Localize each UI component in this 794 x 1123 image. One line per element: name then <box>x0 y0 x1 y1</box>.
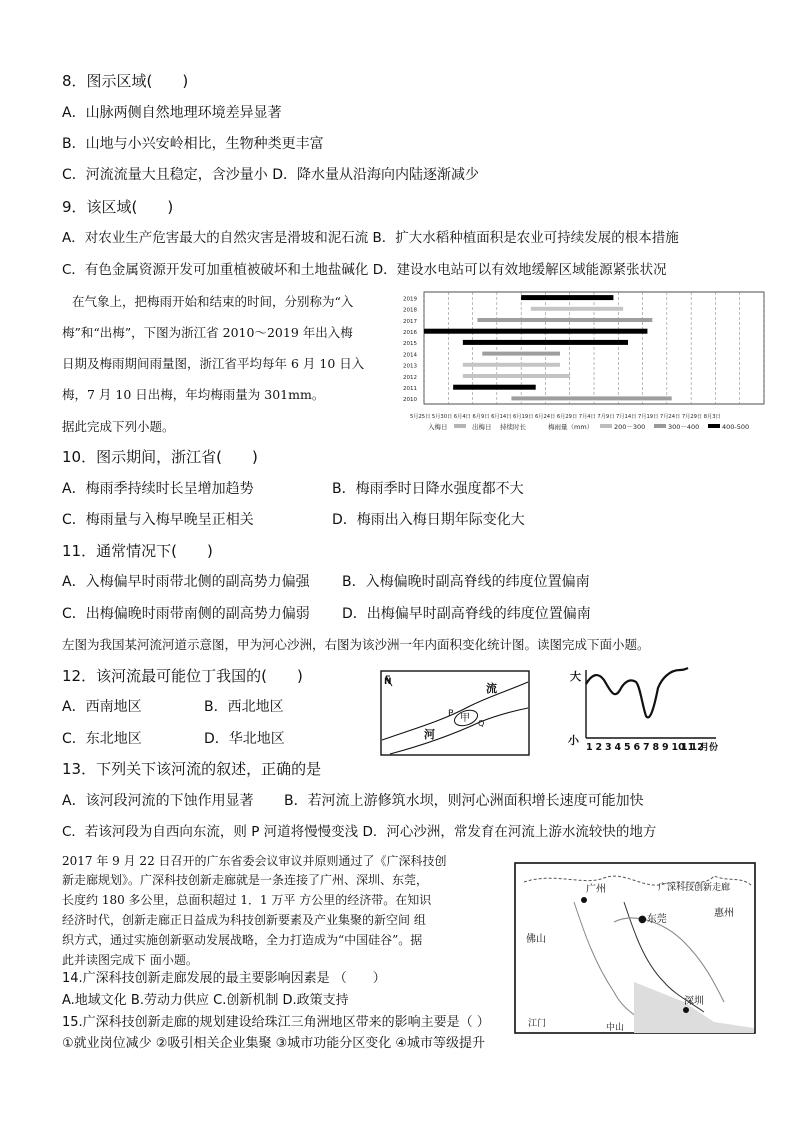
plum-bar-2018 <box>531 307 623 311</box>
label-corridor: 广深科技创新走廊 <box>658 883 731 893</box>
plum-bar-2019 <box>521 295 613 300</box>
plum-rain-chart <box>400 288 772 434</box>
river-channel-map <box>380 670 530 756</box>
label-jiangmen: 江门 <box>528 1019 547 1029</box>
area-month-tick: 1 <box>586 742 593 753</box>
q8-option-b: B．山地与小兴安岭相比，生物种类更丰富 <box>62 136 324 152</box>
q10-option-d: D．梅雨出入梅日期年际变化大 <box>332 512 525 528</box>
legend-r3: 400-500 <box>722 423 750 431</box>
plum-bar-2014 <box>482 352 560 356</box>
corridor-intro-line: 经济时代，创新走廊正日益成为科技创新要素及产业集聚的新空间 组 <box>62 913 426 927</box>
plum-year-label: 2015 <box>403 341 417 348</box>
legend-swatch-400 <box>708 424 720 428</box>
plum-year-label: 2011 <box>403 386 417 392</box>
q10-stem: 10．图示期间，浙江省( ) <box>62 448 258 466</box>
plum-year-label: 2016 <box>403 330 417 336</box>
plum-bar-2015 <box>463 340 628 345</box>
area-month-tick: 4 <box>614 742 622 753</box>
q12-option-d: D．华北地区 <box>204 731 285 747</box>
label-he: 河 <box>424 728 435 741</box>
label-zhongshan: 中山 <box>606 1023 625 1033</box>
plum-bar-2010 <box>511 396 671 400</box>
q13-option-b: B．若河流上游修筑水坝，则河心洲面积增长速度可能加快 <box>284 793 644 809</box>
plum-bar-2016 <box>424 329 647 334</box>
q12-option-b: B．西北地区 <box>204 699 284 715</box>
legend-r1: 200－300 <box>614 423 646 431</box>
area-month-tick: 12 <box>690 742 704 753</box>
label-q: Q <box>478 719 485 728</box>
label-jia: 甲 <box>460 713 470 724</box>
plum-bar-2013 <box>463 363 560 367</box>
q9-option-cd: C．有色金属资源开发可加重植被破坏和土地盐碱化 D．建设水电站可以有效地缓解区域能源紧张状况 <box>62 262 667 278</box>
corridor-intro-line: 此并读图完成下 面小题。 <box>62 953 198 967</box>
label-guangzhou: 广州 <box>586 884 606 895</box>
plum-year-label: 2012 <box>403 374 417 381</box>
legend-rain-title: 梅雨量（mm） <box>548 423 594 431</box>
q10-option-c: C．梅雨量与入梅早晚呈正相关 <box>62 512 254 528</box>
area-curve <box>586 668 688 717</box>
plum-intro-line: 日期及梅雨期间雨量图，浙江省平均每年 6 月 10 日入 <box>62 356 365 371</box>
shenzhen-dot <box>683 1007 689 1013</box>
plum-intro-line: 梅”和“出梅”，下图为浙江省 2010～2019 年出入梅 <box>62 325 353 340</box>
pearl-river-delta-map <box>514 862 756 1034</box>
q15-stem: 15.广深科技创新走廊的规划建设给珠江三角洲地区带来的影响主要是（ ） <box>62 1015 490 1030</box>
legend-swatch-200 <box>600 424 612 428</box>
north-label: N <box>384 677 392 687</box>
q12-stem: 12．该河流最可能位丁我国的( ) <box>62 667 303 685</box>
plum-year-label: 2010 <box>403 397 417 404</box>
label-foshan: 佛山 <box>526 934 546 945</box>
guangzhou-dot <box>581 897 587 903</box>
q8-stem: 8．图示区域( ) <box>62 72 189 90</box>
area-xunit: 月份 <box>700 743 719 753</box>
q12-option-c: C．东北地区 <box>62 731 142 747</box>
area-month-tick: 10 <box>671 742 685 753</box>
sandbar-area-chart <box>566 664 736 758</box>
corridor-intro-line: 织方式，通过实施创新驱动发展战略，全力打造成为“中国硅谷”。据 <box>62 933 423 947</box>
q11-option-c: C．出梅偏晚时雨带南侧的副高势力偏弱 <box>62 606 310 622</box>
legend-swatch-300 <box>654 424 666 428</box>
legend-r2: 300－400 <box>668 423 700 431</box>
q10-option-a: A．梅雨季持续时长呈增加趋势 <box>62 481 254 497</box>
q11-option-b: B．入梅偏晚时副高脊线的纬度位置偏南 <box>342 574 590 590</box>
area-month-tick: 3 <box>605 742 612 753</box>
plum-x-tick-labels: 5月25日 5月30日 6月4日 6月9日 6月14日 6月19日 6月24日 6月29日 7月4日 7月9日 7月14日 7月19日 7月24日 7月29日 8月3日 <box>410 414 721 420</box>
q11-option-d: D．出梅偏早时副高脊线的纬度位置偏南 <box>342 606 591 622</box>
legend-exit-label: 出梅日 <box>472 423 492 431</box>
plum-year-label: 2017 <box>403 318 417 325</box>
plum-intro-line: 梅，7 月 10 日出梅，年均梅雨量为 301mm。 <box>62 387 325 402</box>
label-shenzhen: 深圳 <box>684 996 704 1007</box>
legend-entry-label: 入梅日 <box>428 423 448 431</box>
plum-year-label: 2018 <box>403 307 417 314</box>
river-intro: 左图为我国某河流河道示意图，甲为河心沙洲，右图为该沙洲一年内面积变化统计图。读图完成下面小题。 <box>62 637 650 652</box>
plum-year-label: 2019 <box>403 296 417 303</box>
q14-stem: 14.广深科技创新走廊发展的最主要影响因素是 （ ） <box>62 971 386 986</box>
plum-intro-line: 据此完成下列小题。 <box>62 419 175 434</box>
plum-bar-2017 <box>477 318 652 322</box>
q13-option-a: A．该河段河流的下蚀作用显著 <box>62 793 254 809</box>
plum-intro-line: 在气象上，把梅雨开始和结束的时间，分别称为“入 <box>72 294 354 309</box>
corridor-intro-line: 新走廊规划》。广深科技创新走廊就是一条连接了广州、深圳、东莞， <box>62 873 429 887</box>
q14-options: A.地域文化 B.劳动力供应 C.创新机制 D.政策支持 <box>62 993 349 1008</box>
area-ylabel-small: 小 <box>568 734 579 747</box>
q13-stem: 13．下列关下该河流的叙述，正确的是 <box>62 760 322 778</box>
q11-stem: 11．通常情况下( ) <box>62 542 213 560</box>
q8-option-cd: C．河流流量大且稳定，含沙量小 D．降水量从沿海向内陆逐渐减少 <box>62 167 480 183</box>
plum-year-label: 2014 <box>403 352 417 359</box>
q13-option-cd: C．若该河段为自西向东流，则 P 河道将慢慢变浅 D．河心沙洲，常发育在河流上游水流较快的地方 <box>62 824 657 840</box>
q8-option-a: A．山脉两侧自然地理环境差异显著 <box>62 105 282 121</box>
q15-options: ①就业岗位减少 ②吸引相关企业集聚 ③城市功能分区变化 ④城市等级提升 <box>62 1036 486 1051</box>
label-p: P <box>448 709 454 719</box>
q9-stem: 9．该区域( ) <box>62 198 174 216</box>
area-ylabel-big: 大 <box>570 670 581 683</box>
plum-year-label: 2013 <box>403 363 417 370</box>
corridor-intro-line: 2017 年 9 月 22 日召开的广东省委会议审议并原则通过了《广深科技创 <box>62 854 447 868</box>
area-month-tick: 7 <box>643 742 650 753</box>
area-month-tick: 9 <box>662 742 669 753</box>
label-dongguan: ●东莞 <box>638 914 667 925</box>
legend-swatch-light <box>454 424 466 428</box>
q11-option-a: A．入梅偏早时雨带北侧的副高势力偏强 <box>62 574 310 590</box>
label-huizhou: 惠州 <box>714 908 734 919</box>
corridor-intro-line: 长度约 180 多公里，总面积超过 1．1 万平 方公里的经济带。在知识 <box>62 893 432 907</box>
q10-option-b: B．梅雨季时日降水强度都不大 <box>332 481 524 497</box>
area-month-tick: 5 <box>624 742 631 753</box>
legend-duration-label: 持续时长 <box>500 423 526 431</box>
q12-option-a: A．西南地区 <box>62 699 142 715</box>
area-month-tick: 2 <box>595 742 603 753</box>
label-liu: 流 <box>486 682 497 695</box>
plum-bar-2012 <box>463 374 570 378</box>
q9-option-ab: A．对农业生产危害最大的自然灾害是滑坡和泥石流 B．扩大水稻种植面积是农业可持续发展的根本措施 <box>62 230 679 246</box>
area-month-tick: 11 <box>681 742 695 753</box>
area-month-tick: 6 <box>633 742 641 753</box>
area-month-tick: 8 <box>652 742 660 753</box>
plum-bar-2011 <box>453 385 536 390</box>
